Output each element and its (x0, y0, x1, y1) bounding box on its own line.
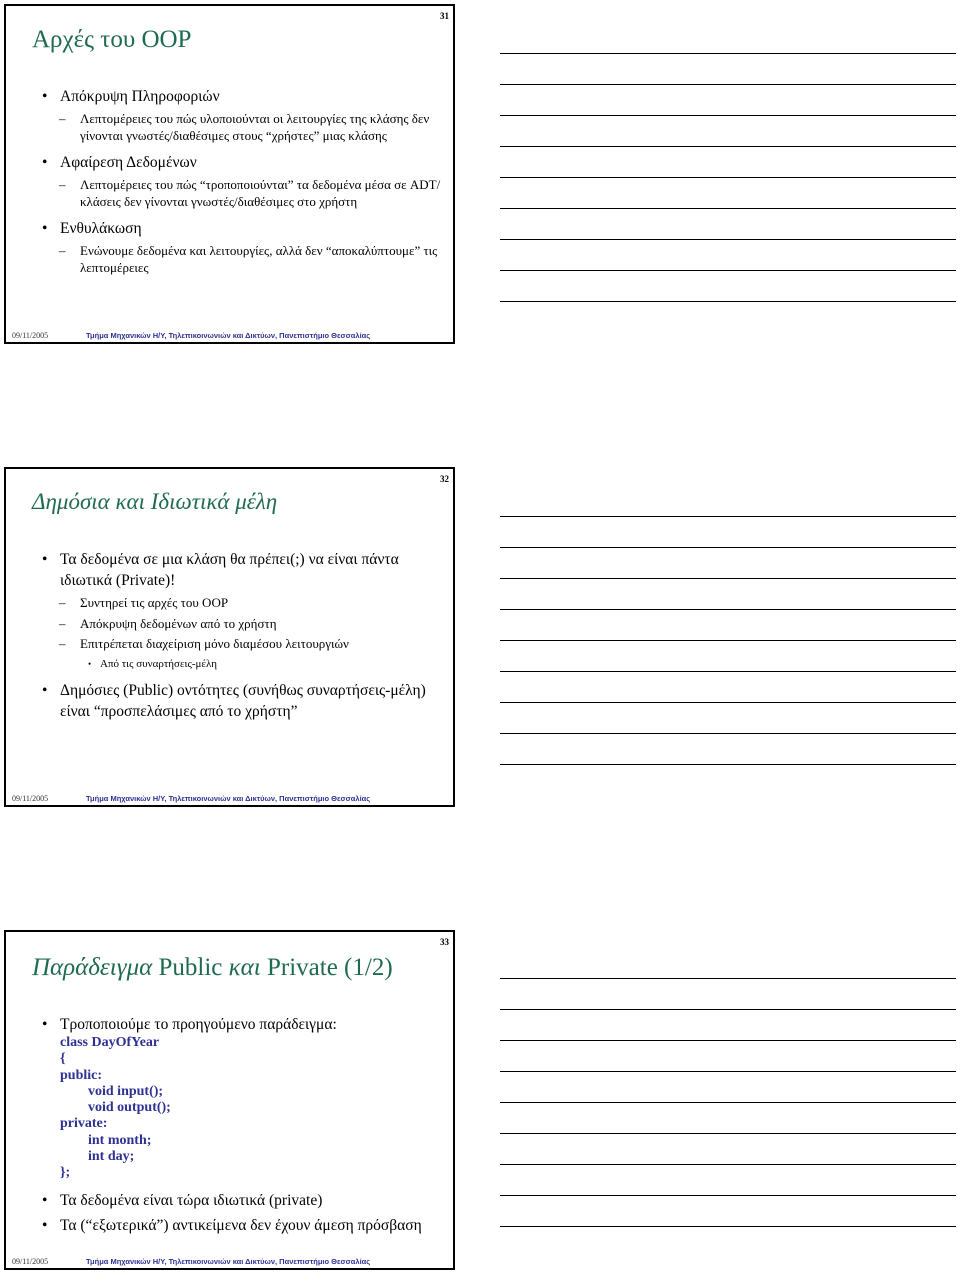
slide-title: Δημόσια και Ιδιωτικά μέλη (32, 489, 278, 514)
note-line (500, 548, 956, 579)
note-line (500, 54, 956, 85)
note-line (500, 517, 956, 548)
footer-department: Τμήμα Μηχανικών Η/Υ, Τηλεπικοινωνιών και Δικτύων, Πανεπιστήμιο Θεσσαλίας (86, 331, 371, 340)
slide-title: Παράδειγμα Public και Private (1/2) (32, 954, 393, 981)
bullet: • Δημόσιες (Public) οντότητες (συνήθως συναρτήσεις-μέλη) είναι “προσπελάσιμες από το χρήστη” (42, 681, 426, 720)
bullet: • Τα (“εξωτερικά”) αντικείμενα δεν έχουν άμεση πρόσβαση (42, 1216, 422, 1234)
code-line: { (60, 1051, 66, 1067)
code-line: }; (60, 1165, 71, 1181)
sub-sub-bullet: • Από τις συναρτήσεις-μέλη (88, 657, 218, 670)
note-line (500, 271, 956, 302)
note-line (500, 610, 956, 641)
notes-lines (500, 978, 956, 1227)
note-line (500, 979, 956, 1010)
slide-33 (4, 930, 455, 1270)
footer-date: 09/11/2005 (12, 1257, 49, 1266)
sub-bullet: – Λεπτομέρειες του πώς υλοποιούνται οι λειτουργίες της κλάσης δεν γίνονται γνωστές/διαθέσιμες στους “χρήστες” μιας κλάσης (59, 111, 430, 143)
note-line (500, 1041, 956, 1072)
note-line (500, 641, 956, 672)
sub-bullet: – Επιτρέπεται διαχείριση μόνο διαμέσου λειτουργιών (59, 636, 349, 651)
slide-title: Αρχές του OOP (32, 26, 192, 53)
note-line (500, 116, 956, 147)
note-line (500, 1072, 956, 1103)
note-line (500, 1010, 956, 1041)
code-line: public: (60, 1067, 103, 1083)
slide-body (42, 1014, 443, 1236)
bullet: • Αφαίρεση Δεδομένων (42, 154, 197, 171)
footer-department: Τμήμα Μηχανικών Η/Υ, Τηλεπικοινωνιών και Δικτύων, Πανεπιστήμιο Θεσσαλίας (86, 794, 371, 803)
footer-date: 09/11/2005 (12, 331, 49, 340)
note-line (500, 209, 956, 240)
note-line (500, 1165, 956, 1196)
code-line: class DayOfYear (60, 1035, 160, 1050)
note-line (500, 240, 956, 271)
note-line (500, 147, 956, 178)
bullet: • Τα δεδομένα είναι τώρα ιδιωτικά (private) (42, 1191, 323, 1209)
note-line (500, 734, 956, 765)
sub-bullet: – Λεπτομέρειες του πώς “τροποποιούνται” τα δεδομένα μέσα σε ADT/κλάσεις δεν γίνονται γνωστές/διαθέσιμες στο χρήστη (59, 177, 441, 209)
sub-bullet: – Ενώνουμε δεδομένα και λειτουργίες, αλλά δεν “αποκαλύπτουμε” τις λεπτομέρειες (59, 243, 438, 275)
note-line (500, 1103, 956, 1134)
slide-32 (4, 467, 455, 807)
footer-date: 09/11/2005 (12, 794, 49, 803)
bullet: • Απόκρυψη Πληροφοριών (42, 88, 220, 105)
note-line (500, 703, 956, 734)
note-line (500, 85, 956, 116)
notes-lines (500, 53, 956, 302)
slide-number: 33 (440, 937, 449, 947)
code-line: void input(); (88, 1083, 164, 1099)
notes-lines (500, 516, 956, 765)
note-line (500, 579, 956, 610)
slide-31 (4, 4, 455, 344)
bullet: • Τα δεδομένα σε μια κλάση θα πρέπει(;) να είναι πάντα ιδιωτικά (Private)! (42, 551, 399, 589)
note-line (500, 1134, 956, 1165)
bullet: • Ενθυλάκωση (42, 220, 142, 237)
code-line: int day; (88, 1149, 135, 1165)
footer-department: Τμήμα Μηχανικών Η/Υ, Τηλεπικοινωνιών και Δικτύων, Πανεπιστήμιο Θεσσαλίας (86, 1257, 371, 1266)
note-line (500, 1196, 956, 1227)
note-line (500, 672, 956, 703)
sub-bullet: – Απόκρυψη δεδομένων από το χρήστη (59, 615, 277, 631)
bullet: • Τροποποιούμε το προηγούμενο παράδειγμα: (42, 1016, 337, 1033)
code-block (42, 1035, 443, 1182)
slide-number: 31 (440, 11, 449, 21)
slide-body (42, 86, 443, 276)
code-line: void output(); (88, 1100, 171, 1116)
code-line: int month; (88, 1132, 152, 1148)
sub-bullet: – Συντηρεί τις αρχές του OOP (59, 595, 229, 610)
code-line: private: (60, 1116, 108, 1132)
note-line (500, 178, 956, 209)
slide-body (42, 549, 443, 722)
slide-number: 32 (440, 474, 449, 484)
